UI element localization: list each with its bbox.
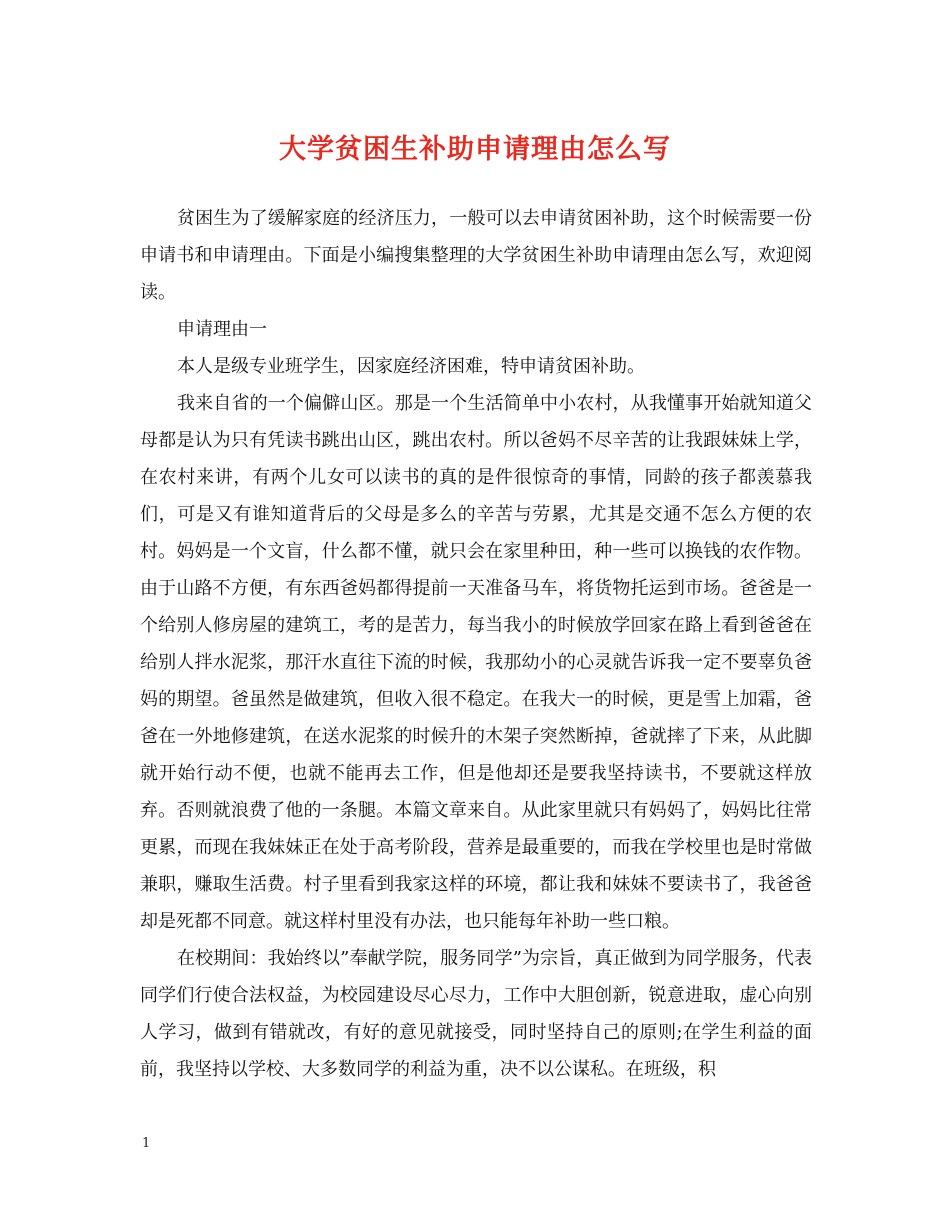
body-paragraph: 我来自省的一个偏僻山区。那是一个生活简单中小农村，从我懂事开始就知道父母都是认为只有凭读书跳出山区，跳出农村。所以爸妈不尽辛苦的让我跟妹妹上学，在农村来讲，有两个儿女可以读书的真的是件很惊奇的事情，同龄的孩子都羡慕我们，可是又有谁知道背后的父母是多么的辛苦与劳累，尤其是交通不怎么方便的农村。妈妈是一个文盲，什么都不懂，就只会在家里种田，种一些可以换钱的农作物。由于山路不方便，有东西爸妈都得提前一天准备马车，将货物托运到市场。爸爸是一个给别人修房屋的建筑工，考的是苦力，每当我小的时候放学回家在路上看到爸爸在给别人拌水泥浆，那汗水直往下流的时候，我那幼小的心灵就告诉我一定不要辜负爸妈的期望。爸虽然是做建筑，但收入很不稳定。在我大一的时候，更是雪上加霜，爸爸在一外地修建筑，在送水泥浆的时候升的木架子突然断掉，爸就摔了下来，从此脚就开始行动不便，也就不能再去工作，但是他却还是要我坚持读书，不要就这样放弃。否则就浪费了他的一条腿。本篇文章来自。从此家里就只有妈妈了，妈妈比往常更累，而现在我妹妹正在处于高考阶段，营养是最重要的，而我在学校里也是时常做兼职，赚取生活费。村子里看到我家这样的环境，都让我和妹妹不要读书了，我爸爸却是死都不同意。就这样村里没有办法，也只能每年补助一些口粮。 <box>140 393 812 932</box>
page-number: 1 <box>142 1136 151 1151</box>
document-body <box>140 200 812 1088</box>
body-paragraph: 在校期间：我始终以”奉献学院，服务同学”为宗旨，真正做到为同学服务，代表同学们行使合法权益，为校园建设尽心尽力，工作中大胆创新，锐意进取，虚心向别人学习，做到有错就改，有好的意见就接受，同时坚持自己的原则;在学生利益的面前，我坚持以学校、大多数同学的利益为重，决不以公谋私。在班级，积 <box>140 948 812 1080</box>
intro-paragraph: 贫困生为了缓解家庭的经济压力，一般可以去申请贫困补助，这个时候需要一份申请书和申请理由。下面是小编搜集整理的大学贫困生补助申请理由怎么写，欢迎阅读。 <box>140 208 812 303</box>
section-heading: 申请理由一 <box>177 319 267 340</box>
body-paragraph: 本人是级专业班学生，因家庭经济困难，特申请贫困补助。 <box>177 356 645 377</box>
document-title: 大学贫困生补助申请理由怎么写 <box>279 134 671 165</box>
